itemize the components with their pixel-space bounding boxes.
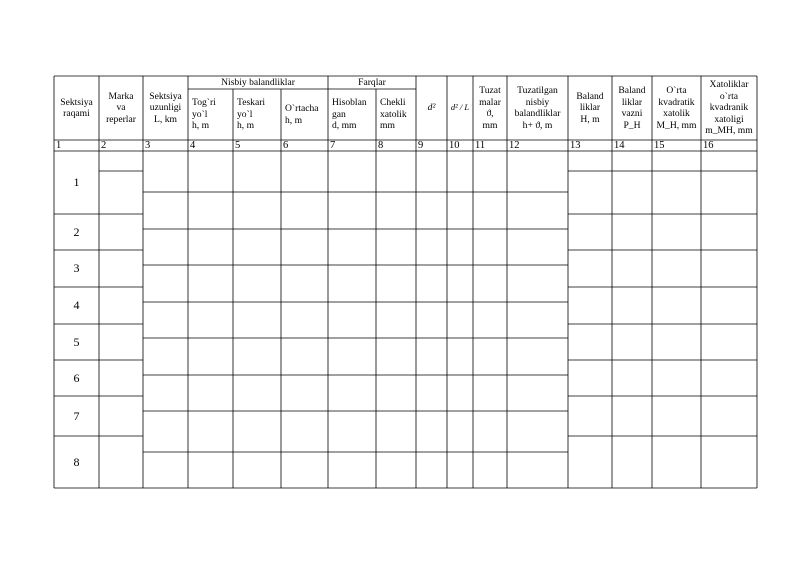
column-number-4: 4 — [190, 140, 196, 151]
section-number-3: 3 — [73, 261, 80, 275]
header-heights: Baland liklar H, m — [576, 90, 604, 125]
column-number-15: 15 — [654, 140, 665, 151]
header-corrected-heights: Tuzatilgan nisbiy balandliklar h+ ϑ, m — [514, 85, 561, 131]
column-number-13: 13 — [570, 140, 581, 151]
section-number-7: 7 — [73, 408, 80, 423]
header-marks: Marka va reperlar — [106, 90, 136, 125]
column-number-5: 5 — [235, 140, 241, 151]
group-header-relative-heights: Nisbiy balandliklar — [221, 76, 295, 88]
header-section-number: Sektsiya raqami — [60, 96, 93, 119]
header-backward: Teskari yo`l h, m — [237, 97, 266, 132]
header-average: O`rtacha h, m — [285, 103, 319, 126]
header-d-squared: d² — [427, 102, 436, 114]
header-section-length: Sektsiya uzunligi L, km — [149, 90, 182, 125]
section-number-1: 1 — [73, 175, 80, 189]
column-number-10: 10 — [449, 140, 460, 151]
column-number-16: 16 — [703, 140, 714, 151]
section-number-5: 5 — [73, 334, 80, 349]
header-rms-error-of-errors: Xatoliklar o`rta kvadranik xatoligi m_MH, mm — [705, 79, 753, 137]
header-height-weight: Baland liklar vazni P_H — [618, 85, 646, 131]
header-limit-error: Chekli xatolik mm — [380, 97, 407, 132]
column-number-6: 6 — [283, 140, 289, 151]
header-computed: Hisoblan gan d, mm — [332, 97, 367, 132]
column-number-8: 8 — [378, 140, 384, 151]
header-d-squared-over-L: d² / L — [450, 102, 470, 113]
column-number-9: 9 — [418, 140, 424, 151]
column-number-11: 11 — [475, 140, 486, 151]
section-number-4: 4 — [73, 298, 80, 312]
header-rms-error: O`rta kvadratik xatolik M_H, mm — [656, 85, 697, 131]
header-forward: Tog`ri yo`l h, m — [192, 97, 216, 132]
column-number-1: 1 — [56, 140, 62, 151]
column-number-12: 12 — [509, 140, 520, 151]
section-number-2: 2 — [73, 224, 80, 239]
column-number-14: 14 — [614, 140, 625, 151]
column-number-2: 2 — [101, 140, 107, 151]
section-number-6: 6 — [73, 370, 80, 385]
header-corrections: Tuzat malar ϑ, mm — [479, 85, 501, 131]
column-number-7: 7 — [330, 140, 336, 151]
group-header-differences: Farqlar — [358, 76, 386, 88]
section-number-8: 8 — [73, 454, 80, 469]
column-number-3: 3 — [145, 140, 151, 151]
